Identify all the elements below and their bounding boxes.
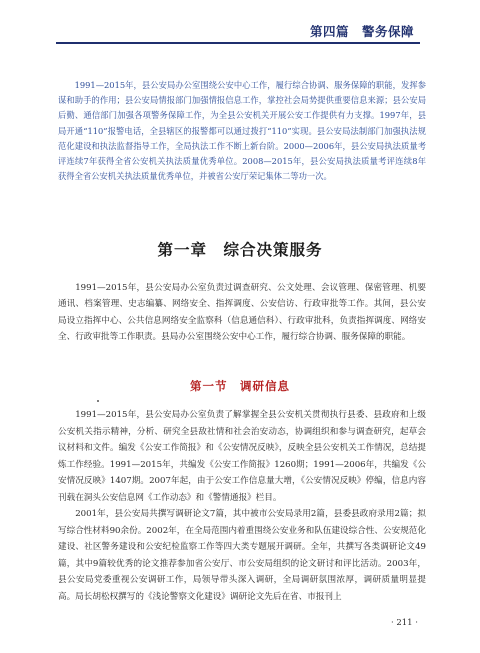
running-header (0, 22, 480, 44)
chapter-paragraph: 1991—2015年，县公安局办公室负责过调查研究、公文处理、会议管理、保密管理、机要通讯、档案管理、史志编纂、网络安全、指挥调度、公安信访、行政审批等工作。其间，县公安局设立指挥中心、公共信息网络安全监察科（信息通信科）、行政审批科，负责指挥调度、网络安全、行政审批等工作职责。县局办公室围绕公安中心工作，履行综合协调、服务保障的职能。 (58, 283, 426, 343)
section-title: 第一节 调研信息 (190, 379, 290, 393)
chapter-title: 第一章 综合决策服务 (157, 240, 323, 259)
part-title: 第四篇 警务保障 (309, 24, 414, 39)
print-speck (97, 400, 99, 402)
intro-paragraph: 1991—2015年，县公安局办公室围绕公安中心工作，履行综合协调、服务保障的职能，发挥参谋和助手的作用；县公安局情报部门加强情报信息工作，掌控社会局势提供重要信息来源；县公安局后勤、通信部门加强各项警务保障工作，为全县公安机关开展公安工作提供有力支撑。1997年，县局开通“110”报警电话，全县辖区的报警都可以通过拨打“110”实现。县公安局法制部门加强执法规范化建设和执法监督指导工作，全局执法工作不断上新台阶。2000—2006年，县公安局执法质量考评连续7年获得全省公安机关执法质量优秀单位。2008—2015年，县公安局执法质量考评连续8年获得全省公安机关执法质量优秀单位，并被省公安厅荣记集体二等功一次。 (58, 80, 426, 182)
section-body (58, 407, 426, 605)
body-paragraph-2: 2001年，县公安局共撰写调研论文7篇，其中被市公安局录用2篇，县委县政府录用2篇；拟写综合性材料90余份。2002年，在全局范围内着重围绕公安业务和队伍建设综合性、公安规范化建设、社区警务建设和公安纪检监察工作等四大类专题展开调研。全年，共撰写各类调研论文49篇，其中9篇较优秀的论文推荐参加省公安厅、市公安局组织的论文研讨和评比活动。2003年，县公安局党委重视公安调研工作，局领导带头深入调研，全局调研氛围浓厚，调研质量明显提高。局长胡松权撰写的《浅论警察文化建设》调研论文先后在省、市报刊上 (58, 509, 426, 602)
part-introduction (58, 78, 426, 184)
chapter-introduction (58, 280, 426, 346)
header-rule (56, 42, 420, 44)
page-number: · 211 · (390, 618, 418, 628)
body-paragraph-1: 1991—2015年，县公安局办公室负责了解掌握全县公安机关贯彻执行县委、县政府和上级公安机关指示精神，分析、研究全县敌社情和社会治安动态，协调组织和参与调查研究，起草会议材料和文件。编发《公安工作简报》和《公安情况反映》，反映全县公安机关工作情况，总结提炼工作经验。1991—2015年，共编发《公安工作简报》1260期；1991—2006年，共编发《公安情况反映》1407期。2007年起，由于公安工作信息量大增，《公安情况反映》停编，信息内容刊载在洞头公安信息网《工作动态》和《警情通报》栏目。 (58, 410, 426, 503)
